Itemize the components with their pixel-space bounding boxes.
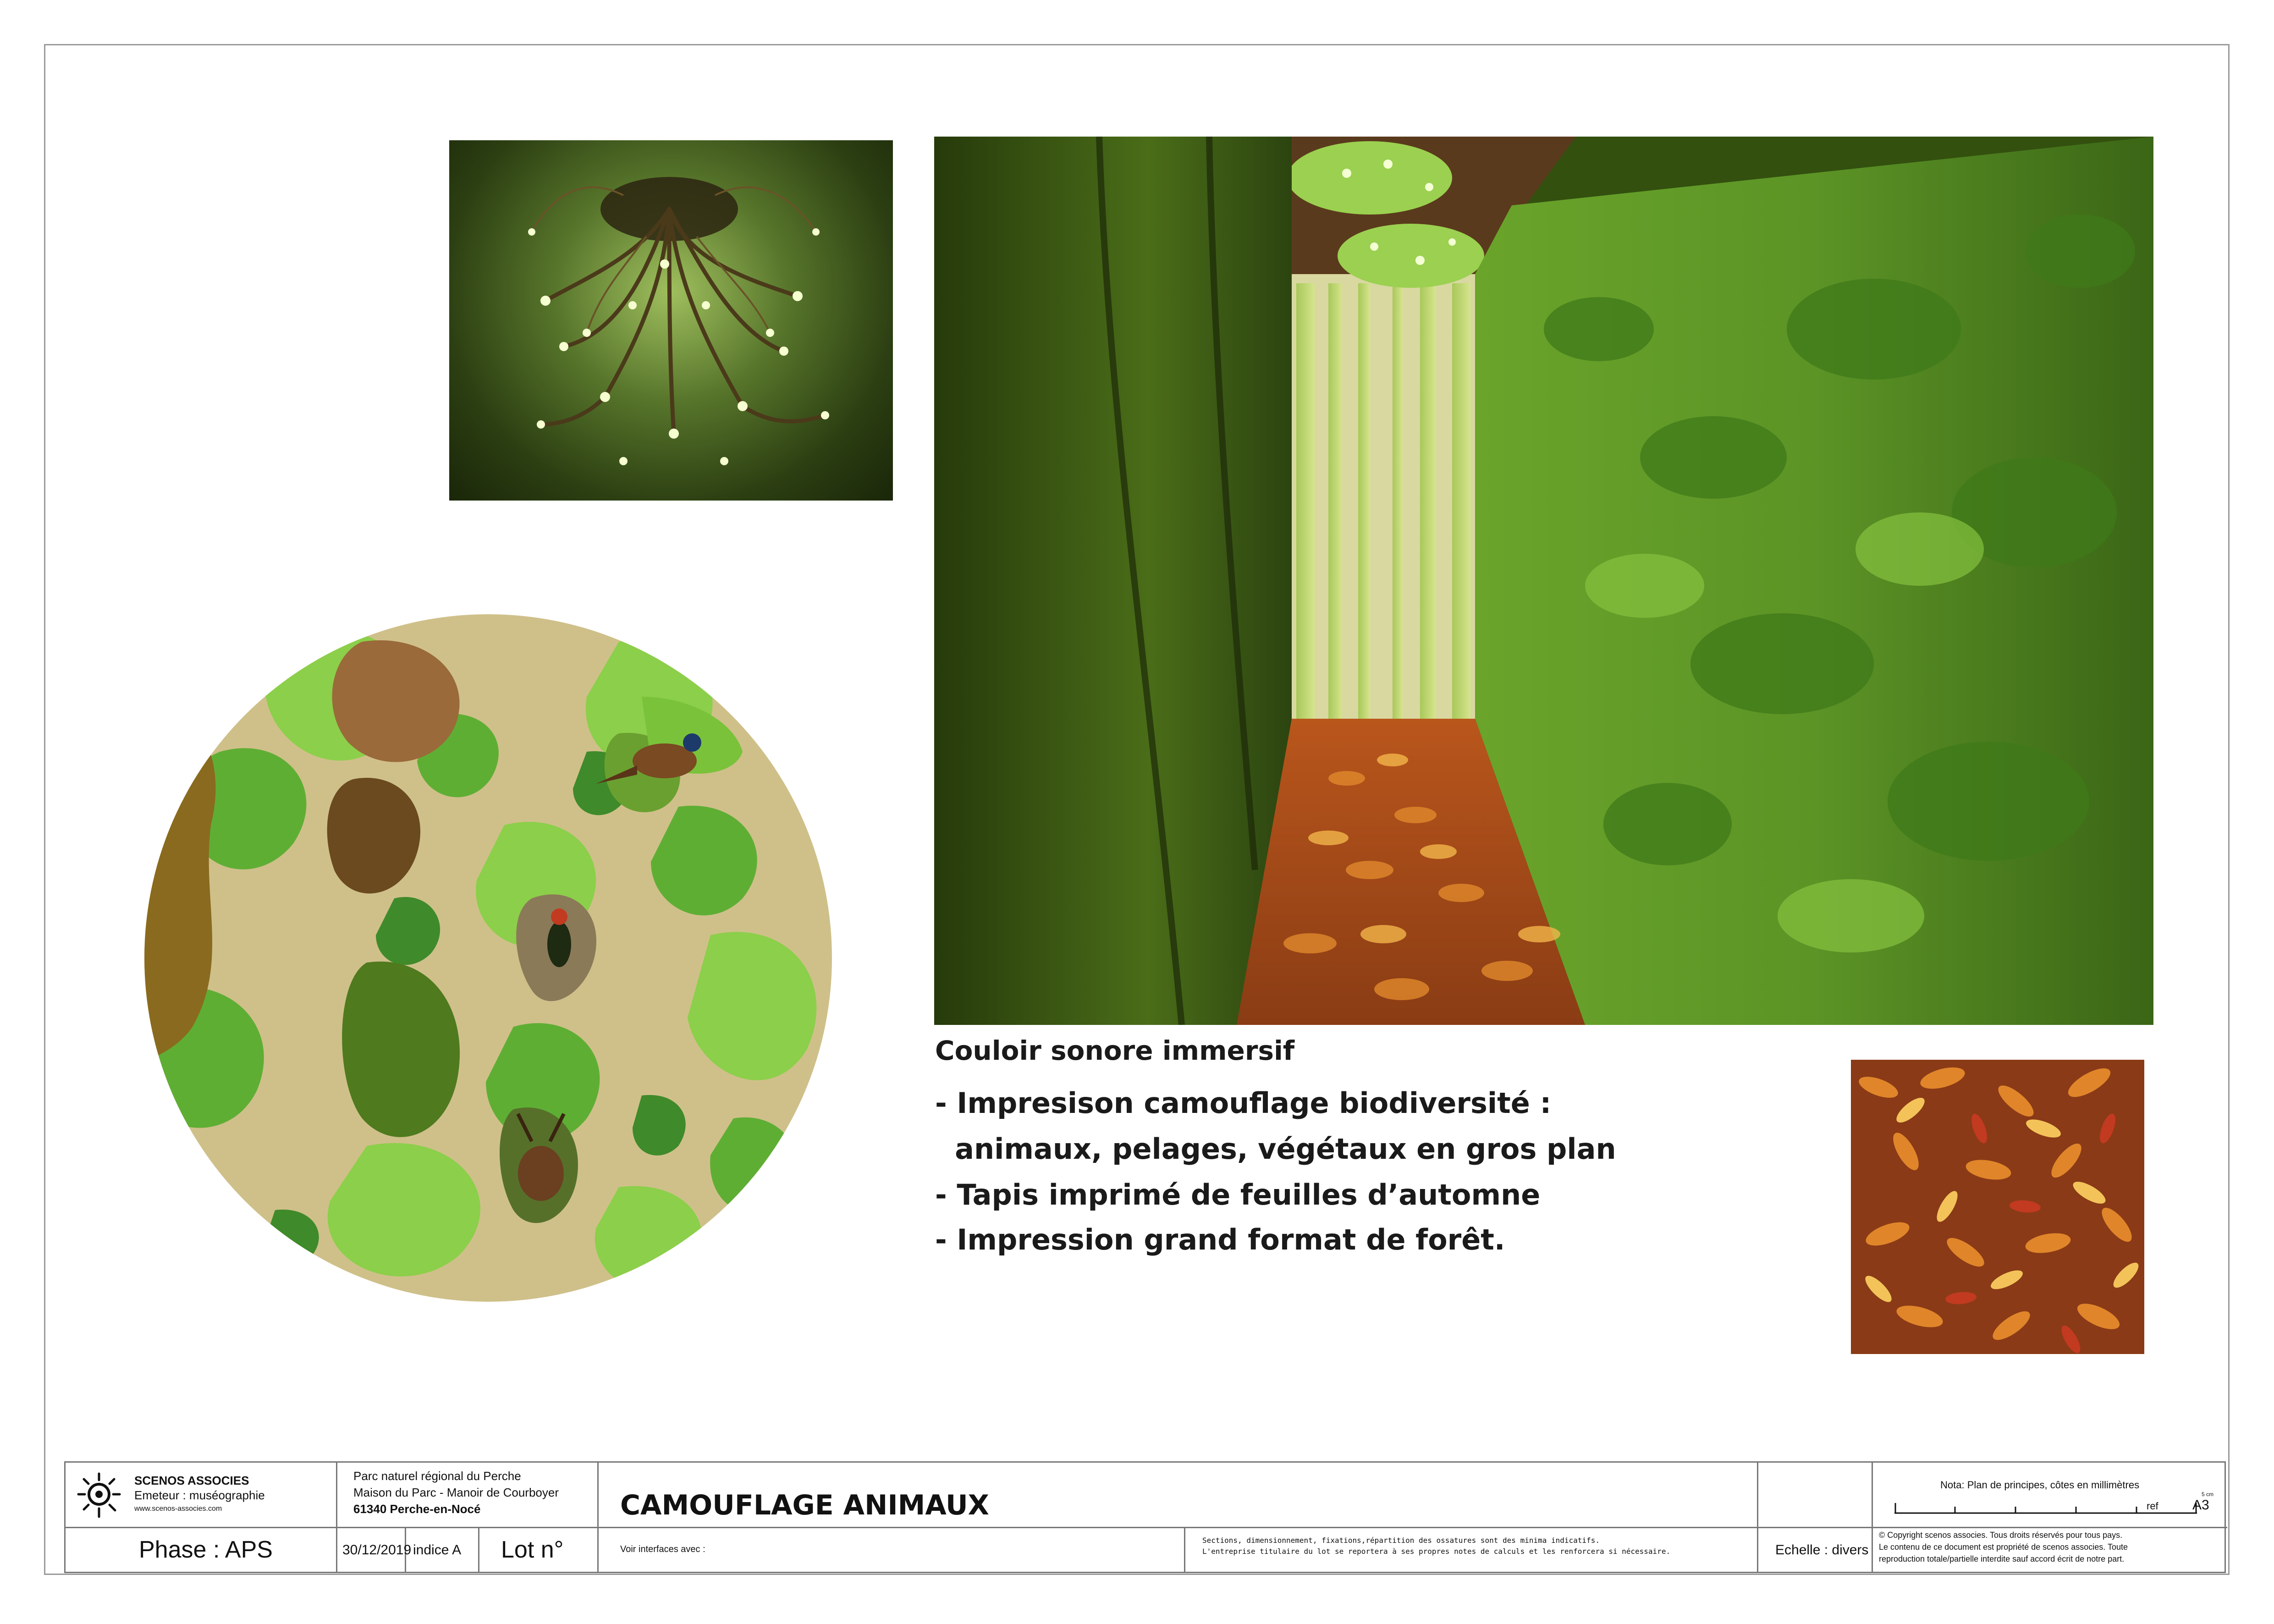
description-title: Couloir sonore immersif <box>935 1035 1295 1066</box>
scale-bar-unit: 5 cm <box>2202 1491 2214 1497</box>
autumn-leaves-image <box>1851 1060 2144 1354</box>
copyright-line-1: © Copyright scenos associes. Tous droits réservés pour tous pays. <box>1879 1530 2123 1540</box>
scale-label: Echelle : divers <box>1775 1542 1869 1558</box>
company-website: www.scenos-associes.com <box>134 1505 222 1513</box>
description-line-3: - Tapis imprimé de feuilles d’automne <box>935 1178 1541 1211</box>
description-line-4: - Impression grand format de forêt. <box>935 1223 1505 1256</box>
scenos-logo-icon <box>74 1469 124 1524</box>
corridor-render-image <box>934 137 2153 1025</box>
client-line-1: Parc naturel régional du Perche <box>353 1469 521 1483</box>
copyright-line-2: Le contenu de ce document est propriété de scenos associes. Toute <box>1879 1542 2128 1552</box>
interfaces-label: Voir interfaces avec : <box>620 1544 705 1554</box>
date-label: 30/12/2019 <box>342 1542 412 1558</box>
company-name: SCENOS ASSOCIES <box>134 1474 249 1487</box>
client-line-3: 61340 Perche-en-Nocé <box>353 1502 481 1516</box>
emitter-label: Emeteur : muséographie <box>134 1488 265 1502</box>
description-line-2: animaux, pelages, végétaux en gros plan <box>935 1132 1616 1166</box>
camouflage-pattern-drawing <box>138 614 839 1302</box>
scale-ref: ref <box>2147 1500 2158 1512</box>
client-line-2: Maison du Parc - Manoir de Courboyer <box>353 1486 559 1499</box>
index-label: indice A <box>413 1542 462 1558</box>
paper-format: A3 <box>2192 1497 2209 1513</box>
lot-label: Lot n° <box>501 1536 564 1563</box>
copyright-line-3: reproduction totale/partielle interdite sauf accord écrit de notre part. <box>1879 1554 2125 1563</box>
notes-line-2: L'entreprise titulaire du lot se reportera à ses propres notes de calculs et les renforcera si nécessaire. <box>1202 1547 1671 1556</box>
notes-line-1: Sections, dimensionnement, fixations,répartition des ossatures sont des minima indicatifs. <box>1202 1536 1600 1545</box>
phase-label: Phase : APS <box>139 1536 273 1563</box>
description-line-1: - Impresison camouflage biodiversité : <box>935 1086 1552 1120</box>
camouflage-pattern-circle <box>138 614 839 1302</box>
light-fixture-drawing <box>449 140 893 501</box>
autumn-leaves-drawing <box>1851 1060 2144 1354</box>
drawing-title: CAMOUFLAGE ANIMAUX <box>620 1489 989 1521</box>
nota-label: Nota: Plan de principes, côtes en millimètres <box>1940 1479 2140 1491</box>
corridor-render-drawing <box>934 137 2153 1025</box>
title-block <box>64 1461 2226 1573</box>
light-fixture-image <box>449 140 893 501</box>
